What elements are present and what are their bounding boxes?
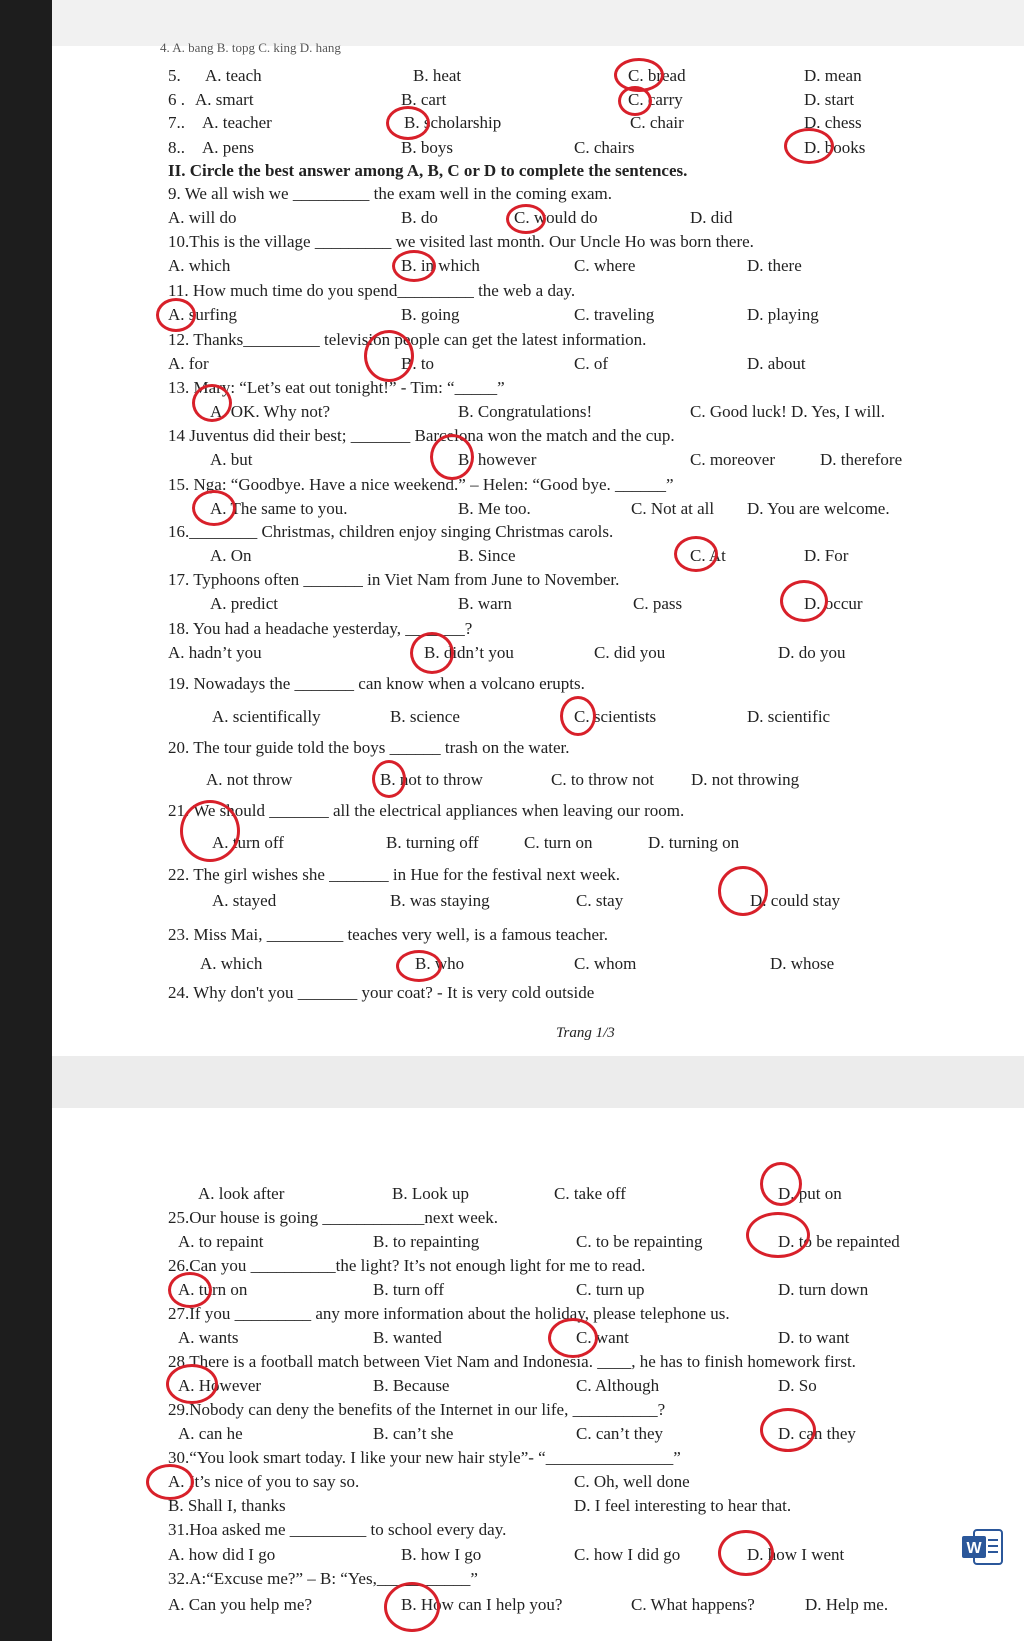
q13-text: 13. Mary: “Let’s eat out tonight!” - Tim: “_____” (168, 378, 505, 397)
answer-circle-q16 (674, 536, 718, 572)
q16-d: D. For (804, 546, 849, 565)
answer-circle-q14 (430, 434, 474, 480)
q16-c: C. At (690, 546, 726, 565)
q16-text: 16.________ Christmas, children enjoy singing Christmas carols. (168, 522, 614, 541)
q11-text: 11. How much time do you spend_________ the web a day. (168, 281, 576, 300)
q26-b: B. turn off (373, 1280, 444, 1299)
q28-d: D. So (778, 1376, 817, 1395)
q21-b: B. turning off (386, 833, 479, 852)
q15-text: 15. Nga: “Goodbye. Have a nice weekend.” – Helen: “Good bye. ______” (168, 475, 674, 494)
q28-text: 28.There is a football match between Viet Nam and Indonesia. ____, he has to finish homework first. (168, 1352, 856, 1371)
q23-c: C. whom (574, 954, 637, 973)
page-footer: Trang 1/3 (556, 1025, 615, 1041)
q24-a: A. look after (198, 1184, 285, 1203)
q5-d: D. mean (804, 66, 862, 85)
q9-text: 9. We all wish we _________ the exam well in the coming exam. (168, 184, 613, 203)
q18-a: A. hadn’t you (168, 643, 262, 662)
q28-a: A. However (178, 1376, 262, 1395)
q29-text: 29.Nobody can deny the benefits of the Internet in our life, __________? (168, 1400, 666, 1419)
q9-b: B. do (401, 208, 438, 227)
q27-a: A. wants (178, 1328, 239, 1347)
q10-b: B. in which (401, 256, 480, 275)
answer-circle-q9 (506, 204, 546, 234)
q31-b: B. how I go (401, 1545, 482, 1564)
q32-a: A. Can you help me? (168, 1595, 312, 1614)
q12-d: D. about (747, 354, 806, 373)
q23-b: B. who (415, 954, 465, 973)
answer-circle-q7 (386, 106, 430, 140)
q26-d: D. turn down (778, 1280, 869, 1299)
q8-num: 8.. (168, 138, 185, 157)
q19-c: C. scientists (574, 707, 657, 726)
q21-text: 21. We should _______ all the electrical appliances when leaving our room. (168, 801, 685, 820)
q30-d: D. I feel interesting to hear that. (574, 1496, 792, 1515)
answer-circle-q12 (364, 330, 414, 382)
answer-circle-q32 (384, 1582, 440, 1632)
q25-b: B. to repainting (373, 1232, 480, 1251)
q17-a: A. predict (210, 594, 278, 613)
q11-c: C. traveling (574, 305, 655, 324)
q20-a: A. not throw (206, 770, 293, 789)
answer-circle-q25 (746, 1212, 810, 1258)
q22-b: B. was staying (390, 891, 490, 910)
q22-a: A. stayed (212, 891, 277, 910)
q22-text: 22. The girl wishes she _______ in Hue for the festival next week. (168, 865, 620, 884)
q12-text: 12. Thanks_________ television people can get the latest information. (168, 330, 647, 349)
q15-c: C. Not at all (631, 499, 715, 518)
answer-circle-q17 (780, 580, 828, 622)
answer-circle-q22 (718, 866, 768, 916)
q29-b: B. can’t she (373, 1424, 454, 1443)
section-2-heading: II. Circle the best answer among A, B, C or D to complete the sentences. (168, 161, 688, 180)
q15-d: D. You are welcome. (747, 499, 890, 518)
q12-b: B. to (401, 354, 435, 373)
answer-circle-q26 (168, 1272, 212, 1308)
q32-b: B. How can I help you? (401, 1595, 563, 1614)
q7-num: 7.. (168, 113, 185, 132)
q26-c: C. turn up (576, 1280, 645, 1299)
answer-circle-q31 (718, 1530, 774, 1576)
q23-a: A. which (200, 954, 263, 973)
q17-c: C. pass (633, 594, 683, 613)
q10-text: 10.This is the village _________ we visited last month. Our Uncle Ho was born there. (168, 232, 754, 251)
q19-text: 19. Nowadays the _______ can know when a volcano erupts. (168, 674, 585, 693)
svg-text:W: W (966, 1540, 982, 1557)
answer-circle-q11 (156, 298, 196, 332)
q16-a: A. On (210, 546, 252, 565)
answer-circle-q18 (410, 632, 454, 674)
q16-b: B. Since (458, 546, 516, 565)
answer-circle-q8 (784, 128, 834, 164)
q29-d: D. can they (778, 1424, 856, 1443)
answer-circle-q23 (396, 950, 442, 982)
q21-c: C. turn on (524, 833, 593, 852)
q14-c: C. moreover (690, 450, 775, 469)
q30-a: A. It’s nice of you to say so. (168, 1472, 360, 1491)
q26-text: 26.Can you __________the light? It’s not enough light for me to read. (168, 1256, 646, 1275)
q24-text: 24. Why don't you _______ your coat? - It is very cold outside (168, 983, 595, 1002)
answer-circle-q24 (760, 1162, 802, 1206)
q27-c: C. want (576, 1328, 629, 1347)
q25-text: 25.Our house is going ____________next week. (168, 1208, 499, 1227)
q17-d: D. occur (804, 594, 863, 613)
q11-d: D. playing (747, 305, 819, 324)
q19-a: A. scientifically (212, 707, 321, 726)
q28-c: C. Although (576, 1376, 660, 1395)
q23-text: 23. Miss Mai, _________ teaches very well, is a famous teacher. (168, 925, 609, 944)
q32-c: C. What happens? (631, 1595, 755, 1614)
q24-b: B. Look up (392, 1184, 469, 1203)
q14-b: B. however (458, 450, 537, 469)
q6-num: 6 . (168, 90, 185, 109)
q24-c: C. take off (554, 1184, 626, 1203)
answer-circle-q6 (618, 86, 652, 116)
q5-c: C. bread (628, 66, 686, 85)
page-gap (52, 1056, 1024, 1108)
q30-text: 30.“You look smart today. I like your new hair style”- “_______________” (168, 1448, 681, 1467)
q31-text: 31.Hoa asked me _________ to school every day. (168, 1520, 507, 1539)
q7-c: C. chair (630, 113, 684, 132)
q6-b: B. cart (401, 90, 447, 109)
q22-c: C. stay (576, 891, 624, 910)
q13-b: B. Congratulations! (458, 402, 593, 421)
q8-d: D. books (804, 138, 866, 157)
q11-b: B. going (401, 305, 460, 324)
answer-circle-q13 (192, 384, 232, 422)
q30-c: C. Oh, well done (574, 1472, 690, 1491)
q25-a: A. to repaint (178, 1232, 264, 1251)
q32-text: 32.A:“Excuse me?” – B: “Yes,___________” (168, 1569, 478, 1588)
answer-circle-q28 (166, 1364, 218, 1404)
q7-a: A. teacher (202, 113, 272, 132)
q27-d: D. to want (778, 1328, 850, 1347)
answer-circle-q19 (560, 696, 596, 736)
q7-d: D. chess (804, 113, 862, 132)
q8-b: B. boys (401, 138, 453, 157)
q25-c: C. to be repainting (576, 1232, 703, 1251)
q25-d: D. to be repainted (778, 1232, 900, 1251)
q5-num: 5. (168, 66, 181, 85)
q14-d: D. therefore (820, 450, 903, 469)
q15-b: B. Me too. (458, 499, 531, 518)
answer-circle-q10 (392, 250, 436, 282)
answer-circle-q20 (372, 760, 406, 798)
q21-d: D. turning on (648, 833, 740, 852)
q31-d: D. how I went (747, 1545, 845, 1564)
q13-a: A. OK. Why not? (210, 402, 331, 421)
q15-a: A. The same to you. (210, 499, 348, 518)
answer-circle-q21 (180, 800, 240, 862)
q5-b: B. heat (413, 66, 462, 85)
q6-d: D. start (804, 90, 855, 109)
q13-cd: C. Good luck! D. Yes, I will. (690, 402, 886, 421)
answer-circle-q29 (760, 1408, 816, 1452)
q11-a: A. surfing (168, 305, 237, 324)
q9-c: C. would do (514, 208, 598, 227)
q18-b: B. didn’t you (424, 643, 514, 662)
q20-text: 20. The tour guide told the boys ______ trash on the water. (168, 738, 570, 757)
q19-b: B. science (390, 707, 460, 726)
q18-d: D. do you (778, 643, 846, 662)
q18-text: 18. You had a headache yesterday, _______? (168, 619, 473, 638)
q12-a: A. for (168, 354, 209, 373)
answer-circle-q30 (146, 1464, 194, 1500)
q17-text: 17. Typhoons often _______ in Viet Nam from June to November. (168, 570, 620, 589)
q20-c: C. to throw not (551, 770, 654, 789)
q8-c: C. chairs (574, 138, 635, 157)
q29-c: C. can’t they (576, 1424, 664, 1443)
q22-d: D. could stay (750, 891, 841, 910)
q24-d: D. put on (778, 1184, 842, 1203)
q28-b: B. Because (373, 1376, 450, 1395)
q27-text: 27.If you _________ any more information about the holiday, please telephone us. (168, 1304, 730, 1323)
q29-a: A. can he (178, 1424, 243, 1443)
q9-d: D. did (690, 208, 733, 227)
q27-b: B. wanted (373, 1328, 442, 1347)
q20-d: D. not throwing (691, 770, 800, 789)
q19-d: D. scientific (747, 707, 831, 726)
answer-circle-q15 (192, 490, 236, 526)
q32-d: D. Help me. (805, 1595, 889, 1614)
q31-a: A. how did I go (168, 1545, 276, 1564)
q14-text: 14 Juventus did their best; _______ Barcelona won the match and the cup. (168, 426, 675, 445)
q26-a: A. turn on (178, 1280, 248, 1299)
q30-b: B. Shall I, thanks (168, 1496, 286, 1515)
q17-b: B. warn (458, 594, 512, 613)
q6-c: C. carry (628, 90, 683, 109)
q23-d: D. whose (770, 954, 835, 973)
q10-a: A. which (168, 256, 231, 275)
q14-a: A. but (210, 450, 253, 469)
q9-a: A. will do (168, 208, 237, 227)
q10-c: C. where (574, 256, 636, 275)
q5-a: A. teach (205, 66, 262, 85)
q10-d: D. there (747, 256, 802, 275)
q20-b: B. not to throw (380, 770, 483, 789)
q12-c: C. of (574, 354, 608, 373)
q7-b: B. scholarship (404, 113, 502, 132)
cut-off-row: 4. A. bang B. topg C. king D. hang (160, 40, 341, 55)
q8-a: A. pens (202, 138, 254, 157)
word-document-icon[interactable] (960, 1528, 1006, 1566)
q18-c: C. did you (594, 643, 666, 662)
answer-circle-q27 (548, 1318, 598, 1358)
q31-c: C. how I did go (574, 1545, 681, 1564)
left-dark-margin (0, 0, 52, 1641)
q21-a: A. turn off (212, 833, 284, 852)
q6-a: A. smart (195, 90, 254, 109)
